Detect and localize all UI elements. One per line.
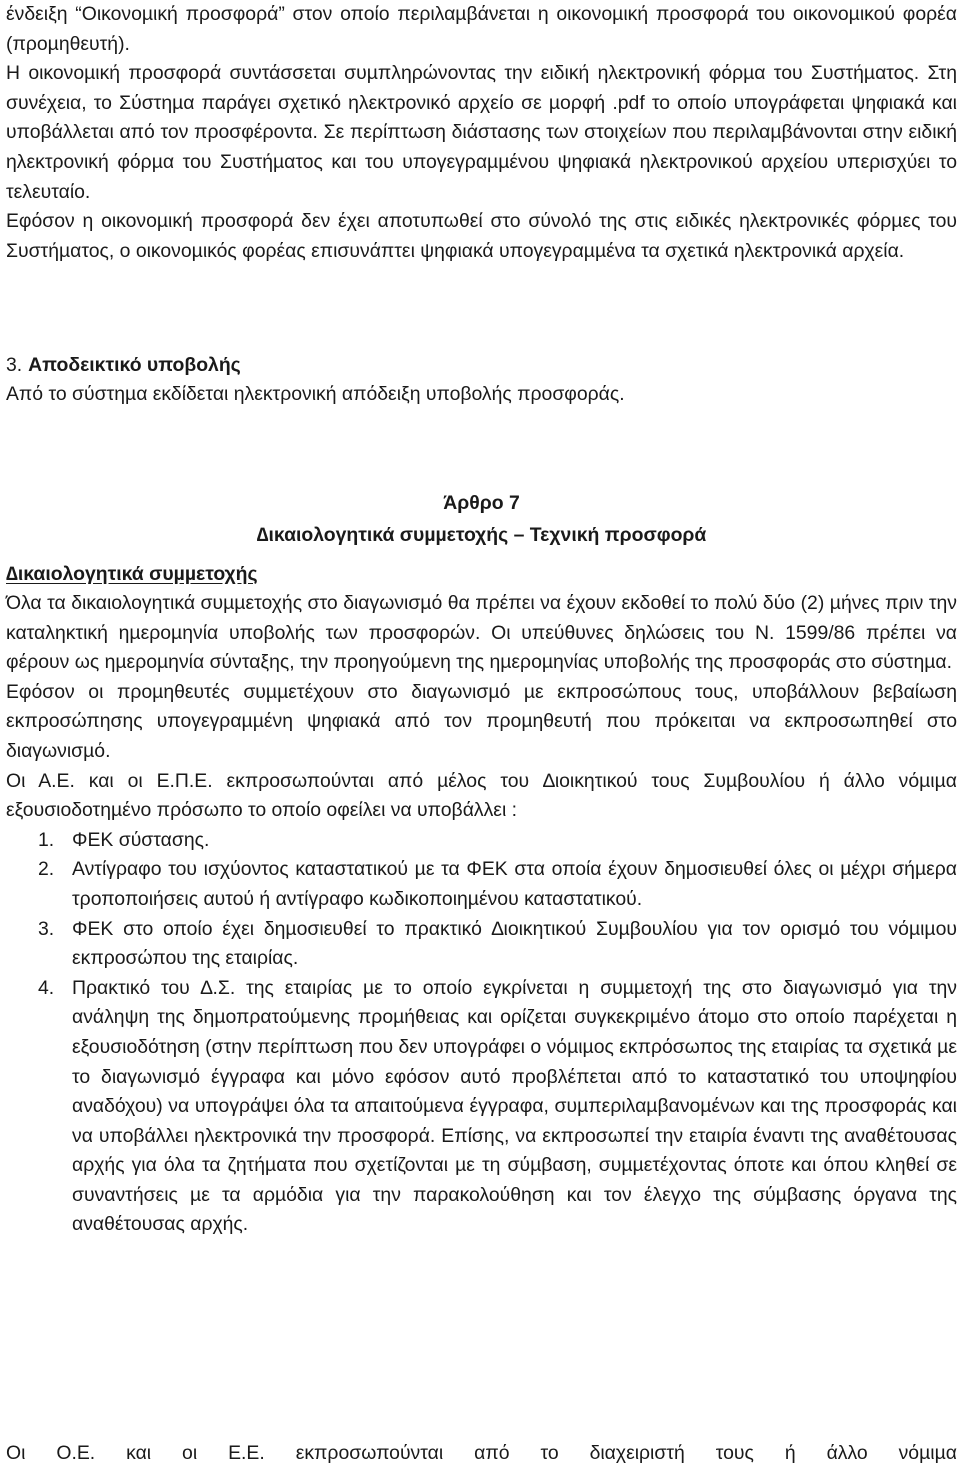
list-item-text: ΦΕΚ στο οποίο έχει δηµοσιευθεί το πρακτικό ∆ιοικητικού Συµβουλίου για τον ορισµό του νόµιµου εκπροσώπου της εταιρίας. xyxy=(72,917,957,970)
list-item-text: Αντίγραφο του ισχύοντος καταστατικού µε τα ΦΕΚ στα οποία έχουν δηµοσιευθεί όλες οι µέχρι σήµερα τροποποιήσεις αυτού ή αντίγραφο κωδικοποιηµένου καταστατικού. xyxy=(72,858,957,910)
section-heading xyxy=(6,350,957,380)
paragraph-offer-envelope: ένδειξη “Οικονοµική προσφορά” στον οποίο περιλαµβάνεται η οικονοµική προσφορά του οικονοµικού φορέα (προµηθευτή). xyxy=(6,3,957,55)
paragraph-representatives: Εφόσον οι προµηθευτές συµµετέχουν στο διαγωνισµό µε εκπροσώπους τους, υποβάλλουν βεβαίωση εκπροσώπησης υπογεγραµµένη ψηφιακά από τον προµηθευτή που πρόκειται να εκπροσωπηθεί στο διαγωνισµό. xyxy=(6,680,957,762)
article-subtitle xyxy=(6,519,957,551)
word: διαχειριστή xyxy=(589,1442,685,1464)
list-item-number: 4. xyxy=(38,976,55,999)
paragraph-sa-ltd-representation: Οι Α.Ε. και οι Ε.Π.Ε. εκπροσωπούνται από µέλος του ∆ιοικητικού τους Συµβουλίου ή άλλο νόµιµα εξουσιοδοτηµένο πρόσωπο το οποίο οφείλει να υποβάλλει : xyxy=(6,769,957,822)
list-item-text: Πρακτικό του ∆.Σ. της εταιρίας µε το οποίο εγκρίνεται η συµµετοχή της στο διαγωνισµό για την ανάληψη της δηµοπρατούµενης προµήθειας και ορίζεται συγκεκριµένο άτοµο στο οποίο παρέχεται η εξουσιοδότηση (στην περίπτωση που δεν υπογράφει ο νόµιµος εκπρόσωπος της εταιρίας τα σχετικά µε το διαγωνισµό έγγραφα και µόνο εφόσον αυτό προβλέπεται από το καταστατικό του υποψηφίου αναδόχου) να υπογράψει όλα τα απαιτούµενα έγγραφα, συµπεριλαµβανοµένων και της προσφοράς και να υποβάλλει ηλεκτρονικά την προσφορά. Επίσης, να εκπροσωπεί την εταιρία έναντι της αναθέτουσας αρχής για όλα τα ζητήµατα που σχετίζονται µε τη σύµβαση, συµµετέχοντας όποτε και όπου κληθεί σε συναντήσεις µε τα αρµόδια για την παρακολούθηση και τον έλεγχο της σύµβασης όργανα της αναθέτουσας αρχής. xyxy=(72,976,957,1236)
word: άλλο xyxy=(826,1442,868,1464)
list-item-number: 2. xyxy=(38,858,55,881)
participation-heading xyxy=(6,559,957,589)
section-title: Αποδεικτικό υποβολής xyxy=(28,354,241,376)
article-title: Άρθρο 7 xyxy=(443,492,520,514)
offer-description-block xyxy=(6,0,957,266)
paragraph-offer-form: Η οικονοµική προσφορά συντάσσεται συµπληρώνοντας την ειδική ηλεκτρονική φόρµα του Συστήµατος. Στη συνέχεια, το Σύστηµα παράγει σχετικό ηλεκτρονικό αρχείο σε µορφή .pdf το οποίο υπογράφεται ψηφιακά και υποβάλλεται από τον προσφέροντα. Σε περίπτωση διάστασης των στοιχείων που περιλαµβάνονται στην ειδική ηλεκτρονική φόρµα του Συστήµατος και του υπογεγραµµένου ψηφιακά ηλεκτρονικού αρχείου υπερισχύει το τελευταίο. xyxy=(6,62,957,203)
list-item-text: ΦΕΚ σύστασης. xyxy=(72,828,210,851)
word: οι xyxy=(182,1442,198,1464)
list-item-number: 3. xyxy=(38,917,55,940)
participation-heading-text: ∆ικαιολογητικά συµµετοχής xyxy=(6,563,258,585)
word: το xyxy=(540,1442,559,1464)
article-subtitle-text: ∆ικαιολογητικά συµµετοχής – Τεχνική προσφορά xyxy=(256,524,707,546)
paragraph-offer-attachments: Εφόσον η οικονοµική προσφορά δεν έχει αποτυπωθεί στο σύνολό της στις ειδικές ηλεκτρονικές φόρµες του Συστήµατος, ο οικονοµικός φορέας επισυνάπτει ψηφιακά υπογεγραµµένα τα σχετικά ηλεκτρονικά αρχεία. xyxy=(6,210,957,262)
word: από xyxy=(474,1442,510,1464)
required-documents-list xyxy=(6,826,957,1240)
section-text: Από το σύστηµα εκδίδεται ηλεκτρονική απόδειξη υποβολής προσφοράς. xyxy=(6,383,625,405)
list-item xyxy=(6,855,957,914)
word: τους xyxy=(715,1442,754,1464)
word: Ο.Ε. xyxy=(56,1442,96,1464)
list-item-number: 1. xyxy=(38,828,55,851)
list-item xyxy=(6,974,957,1240)
word: Ε.Ε. xyxy=(228,1442,265,1464)
word: Οι xyxy=(6,1442,26,1464)
bottom-fragment-block xyxy=(6,1439,957,1469)
word: ή xyxy=(784,1442,796,1464)
section-number: 3. xyxy=(6,354,23,376)
paragraph-oe-ee-representation xyxy=(6,1439,957,1469)
word: και xyxy=(126,1442,152,1464)
list-item xyxy=(6,915,957,974)
section-submission-receipt xyxy=(6,350,957,410)
article-7 xyxy=(6,487,957,1240)
word: εκπροσωπούνται xyxy=(295,1442,444,1464)
word: νόµιµα xyxy=(898,1442,957,1464)
list-item xyxy=(6,826,957,856)
paragraph-documents-validity: Όλα τα δικαιολογητικά συµµετοχής στο διαγωνισµό θα πρέπει να έχουν εκδοθεί το πολύ δύο (2) µήνες πριν την καταληκτική ηµεροµηνία υποβολής των προσφορών. Οι υπεύθυνες δηλώσεις του Ν. 1599/86 πρέπει να φέρουν ως ηµεροµηνία σύνταξης, την προηγούµενη της ηµεροµηνίας υποβολής της προσφοράς στο σύστηµα. xyxy=(6,592,957,674)
